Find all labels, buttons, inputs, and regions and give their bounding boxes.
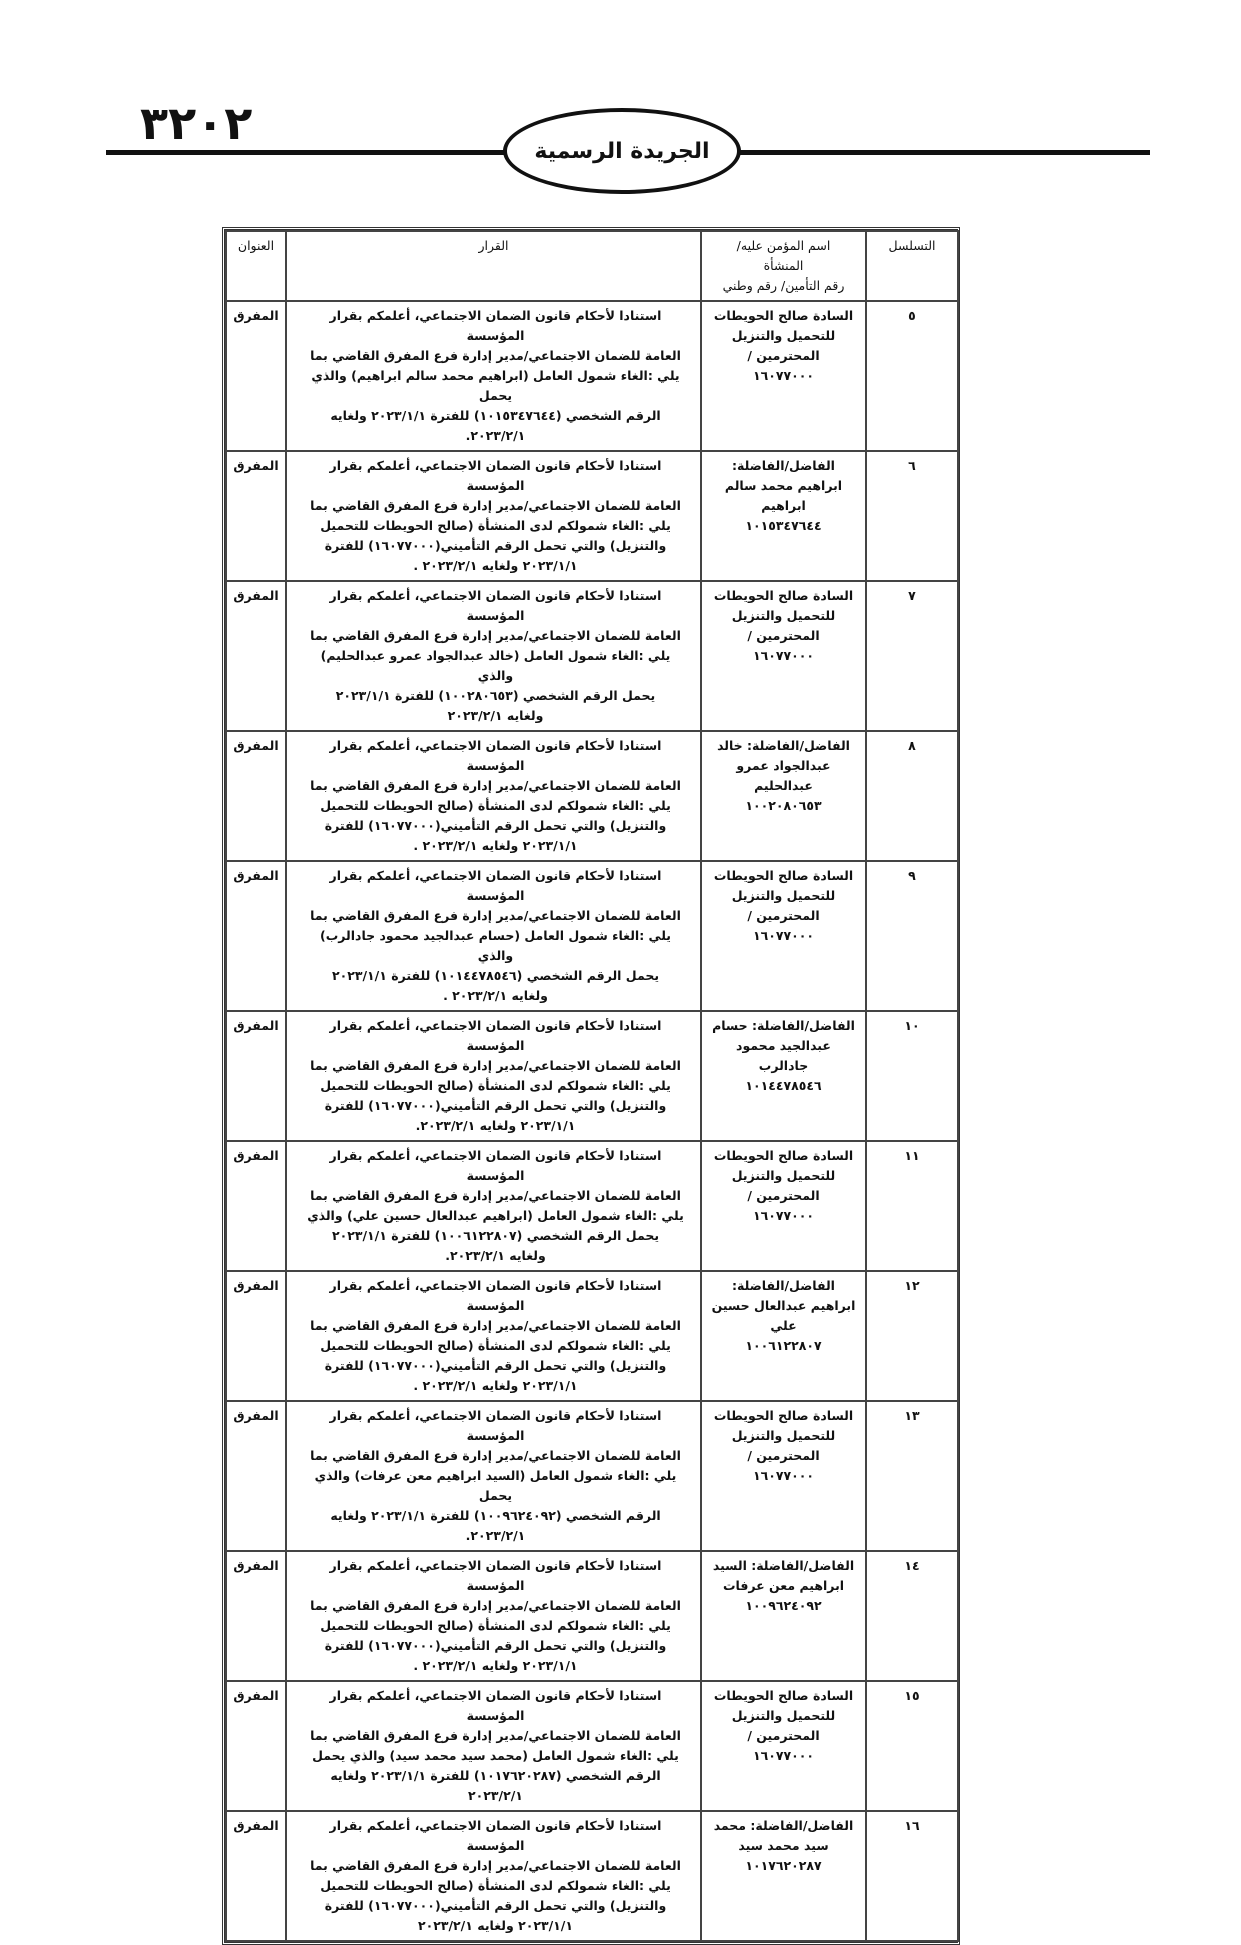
- table-row: [226, 1011, 958, 1141]
- decision-line: يلي :الغاء شمولكم لدى المنشأة (صالح الحويطات للتحميل: [320, 518, 671, 533]
- cell-serial: ٥: [866, 301, 958, 451]
- decision-line: العامة للضمان الاجتماعي/مدير إدارة فرع المفرق القاضي بما: [310, 348, 681, 363]
- name-line: المحترمين /: [747, 628, 820, 643]
- name-line: السادة صالح الحويطات: [713, 868, 854, 883]
- decision-line: يلي :الغاء شمولكم لدى المنشأة (صالح الحويطات للتحميل: [320, 1078, 671, 1093]
- decision-line: ولغايه ٢٠٢٣/٢/١ .: [443, 988, 548, 1003]
- cell-address: المفرق: [226, 301, 286, 451]
- cell-serial: ١٣: [866, 1401, 958, 1551]
- decision-line: يلي :الغاء شمول العامل (خالد عبدالجواد عمرو عبدالحليم) والذي: [320, 648, 671, 683]
- decision-line: يلي :الغاء شمولكم لدى المنشأة (صالح الحويطات للتحميل: [320, 798, 671, 813]
- decision-line: العامة للضمان الاجتماعي/مدير إدارة فرع المفرق القاضي بما: [310, 1598, 681, 1613]
- name-line: ١٦٠٧٧٠٠٠: [752, 928, 815, 943]
- cell-name: [701, 731, 866, 861]
- decision-line: العامة للضمان الاجتماعي/مدير إدارة فرع المفرق القاضي بما: [310, 908, 681, 923]
- name-line: ١٠٠٢٠٨٠٦٥٣: [745, 798, 822, 813]
- cell-decision: [286, 861, 701, 1011]
- cell-name: [701, 1011, 866, 1141]
- name-line: الفاضل/الفاضلة:: [732, 1278, 835, 1293]
- name-line: الفاضل/الفاضلة: محمد: [713, 1818, 854, 1833]
- decision-line: ولغايه ٢٠٢٣/٢/١.: [445, 1248, 546, 1263]
- table-row: [226, 581, 958, 731]
- table-row: [226, 301, 958, 451]
- name-line: المحترمين /: [747, 1728, 820, 1743]
- decision-line: استنادا لأحكام قانون الضمان الاجتماعي، أعلمكم بقرار المؤسسة: [329, 738, 662, 773]
- cell-serial: ١١: [866, 1141, 958, 1271]
- decision-line: استنادا لأحكام قانون الضمان الاجتماعي، أعلمكم بقرار المؤسسة: [329, 1278, 662, 1313]
- decision-line: يلي :الغاء شمولكم لدى المنشأة (صالح الحويطات للتحميل: [320, 1878, 671, 1893]
- decision-line: استنادا لأحكام قانون الضمان الاجتماعي، أعلمكم بقرار المؤسسة: [329, 458, 662, 493]
- decision-line: الرقم الشخصي (١٠١٥٣٤٧٦٤٤) للفترة ٢٠٢٣/١/١ ولغايه: [330, 408, 661, 423]
- masthead-oval: [503, 108, 741, 194]
- name-line: الفاضل/الفاضلة: خالد: [717, 738, 850, 753]
- cell-decision: [286, 1551, 701, 1681]
- name-line: ١٦٠٧٧٠٠٠: [752, 1208, 815, 1223]
- decision-line: ٢٠٢٣/٢/١.: [465, 1528, 526, 1543]
- table-row: [226, 1141, 958, 1271]
- decision-line: يلي :الغاء شمول العامل (السيد ابراهيم معن عرفات) والذي يحمل: [314, 1468, 677, 1503]
- page-number: ٣٢٠٢: [140, 96, 253, 150]
- decision-line: استنادا لأحكام قانون الضمان الاجتماعي، أعلمكم بقرار المؤسسة: [329, 868, 662, 903]
- cell-address: المفرق: [226, 581, 286, 731]
- name-line: السادة صالح الحويطات: [713, 1408, 854, 1423]
- decision-line: الرقم الشخصي (١٠١٧٦٢٠٢٨٧) للفترة ٢٠٢٣/١/١ ولغايه: [330, 1768, 661, 1783]
- decision-line: استنادا لأحكام قانون الضمان الاجتماعي، أعلمكم بقرار المؤسسة: [329, 1408, 662, 1443]
- header-name: [701, 231, 866, 301]
- name-line: ١٦٠٧٧٠٠٠: [752, 1748, 815, 1763]
- decision-line: العامة للضمان الاجتماعي/مدير إدارة فرع المفرق القاضي بما: [310, 628, 681, 643]
- cell-address: المفرق: [226, 861, 286, 1011]
- table-row: [226, 1681, 958, 1811]
- cell-address: المفرق: [226, 731, 286, 861]
- decision-line: العامة للضمان الاجتماعي/مدير إدارة فرع المفرق القاضي بما: [310, 1448, 681, 1463]
- table-row: [226, 451, 958, 581]
- header-address: العنوان: [226, 231, 286, 301]
- decision-line: استنادا لأحكام قانون الضمان الاجتماعي، أعلمكم بقرار المؤسسة: [329, 1148, 662, 1183]
- decision-line: استنادا لأحكام قانون الضمان الاجتماعي، أعلمكم بقرار المؤسسة: [329, 1818, 662, 1853]
- table-row: [226, 1811, 958, 1941]
- name-line: المحترمين /: [747, 1448, 820, 1463]
- cell-name: [701, 1681, 866, 1811]
- name-line: ابراهيم عبدالعال حسين: [711, 1298, 856, 1313]
- cell-decision: [286, 1271, 701, 1401]
- decision-line: والتنزيل) والتي تحمل الرقم التأميني(١٦٠٧٧٠٠٠) للفترة: [324, 818, 667, 833]
- cell-decision: [286, 451, 701, 581]
- cell-name: [701, 861, 866, 1011]
- decisions-table-frame: [222, 227, 960, 1945]
- cell-name: [701, 1141, 866, 1271]
- decision-line: ٢٠٢٣/١/١ ولغايه ٢٠٢٣/٢/١.: [415, 1118, 576, 1133]
- cell-address: المفرق: [226, 1551, 286, 1681]
- name-line: السادة صالح الحويطات: [713, 1688, 854, 1703]
- name-line: ابراهيم محمد سالم: [724, 478, 843, 493]
- decision-line: العامة للضمان الاجتماعي/مدير إدارة فرع المفرق القاضي بما: [310, 1858, 681, 1873]
- name-line: السادة صالح الحويطات: [713, 308, 854, 323]
- name-line: للتحميل والتنزيل: [731, 328, 836, 343]
- cell-decision: [286, 1401, 701, 1551]
- name-line: ابراهيم: [761, 498, 806, 513]
- cell-serial: ٧: [866, 581, 958, 731]
- decision-line: يلي :الغاء شمول العامل (حسام عبدالجيد محمود جادالرب) والذي: [320, 928, 671, 963]
- table-row: [226, 861, 958, 1011]
- name-line: المحترمين /: [747, 348, 820, 363]
- decision-line: ٢٠٢٣/١/١ ولغايه ٢٠٢٣/٢/١ .: [413, 838, 578, 853]
- decision-line: استنادا لأحكام قانون الضمان الاجتماعي، أعلمكم بقرار المؤسسة: [329, 1018, 662, 1053]
- cell-name: [701, 1811, 866, 1941]
- decision-line: يلي :الغاء شمول العامل (محمد سيد محمد سيد) والذي يحمل: [312, 1748, 679, 1763]
- cell-address: المفرق: [226, 1141, 286, 1271]
- name-line: عبدالجيد محمود: [736, 1038, 831, 1053]
- cell-serial: ١٤: [866, 1551, 958, 1681]
- name-line: الفاضل/الفاضلة: السيد: [712, 1558, 855, 1573]
- decision-line: استنادا لأحكام قانون الضمان الاجتماعي، أعلمكم بقرار المؤسسة: [329, 1688, 662, 1723]
- decision-line: يلي :الغاء شمولكم لدى المنشأة (صالح الحويطات للتحميل: [320, 1338, 671, 1353]
- name-line: جادالرب: [758, 1058, 809, 1073]
- name-line: ١٦٠٧٧٠٠٠: [752, 648, 815, 663]
- name-line: ١٦٠٧٧٠٠٠: [752, 368, 815, 383]
- decision-line: يحمل الرقم الشخصي (١٠١٤٤٧٨٥٤٦) للفترة ٢٠٢٣/١/١: [331, 968, 660, 983]
- name-line: للتحميل والتنزيل: [731, 1708, 836, 1723]
- name-line: ١٠٠٩٦٢٤٠٩٢: [745, 1598, 822, 1613]
- cell-address: المفرق: [226, 1681, 286, 1811]
- cell-decision: [286, 731, 701, 861]
- header-name-line: رقم التأمين/ رقم وطني: [722, 278, 845, 293]
- decision-line: يلي :الغاء شمول العامل (ابراهيم محمد سالم ابراهيم) والذي يحمل: [311, 368, 680, 403]
- name-line: للتحميل والتنزيل: [731, 1428, 836, 1443]
- cell-decision: [286, 581, 701, 731]
- cell-decision: [286, 1681, 701, 1811]
- decision-line: ٢٠٢٣/١/١ ولغايه ٢٠٢٣/٢/١ .: [413, 1378, 578, 1393]
- decision-line: ٢٠٢٣/١/١ ولغايه ٢٠٢٣/٢/١ .: [413, 558, 578, 573]
- decision-line: العامة للضمان الاجتماعي/مدير إدارة فرع المفرق القاضي بما: [310, 1318, 681, 1333]
- name-line: عبدالحليم: [754, 778, 813, 793]
- header-serial: التسلسل: [866, 231, 958, 301]
- decision-line: العامة للضمان الاجتماعي/مدير إدارة فرع المفرق القاضي بما: [310, 498, 681, 513]
- name-line: ١٦٠٧٧٠٠٠: [752, 1468, 815, 1483]
- name-line: الفاضل/الفاضلة: حسام: [712, 1018, 855, 1033]
- decision-line: والتنزيل) والتي تحمل الرقم التأميني(١٦٠٧٧٠٠٠) للفترة: [324, 1638, 667, 1653]
- cell-decision: [286, 1811, 701, 1941]
- cell-name: [701, 1401, 866, 1551]
- name-line: السادة صالح الحويطات: [713, 1148, 854, 1163]
- decision-line: ٢٠٢٣/١/١ ولغايه ٢٠٢٣/٢/١: [417, 1918, 574, 1933]
- table-row: [226, 1271, 958, 1401]
- header-name-line: اسم المؤمن عليه/: [736, 238, 831, 253]
- decision-line: والتنزيل) والتي تحمل الرقم التأميني(١٦٠٧٧٠٠٠) للفترة: [324, 1358, 667, 1373]
- table-row: [226, 1401, 958, 1551]
- cell-decision: [286, 1011, 701, 1141]
- cell-serial: ٨: [866, 731, 958, 861]
- table-header-row: [226, 231, 958, 301]
- decision-line: ٢٠٢٣/١/١ ولغايه ٢٠٢٣/٢/١ .: [413, 1658, 578, 1673]
- decision-line: يحمل الرقم الشخصي (١٠٠٢٨٠٦٥٣) للفترة ٢٠٢٣/١/١: [335, 688, 656, 703]
- decision-line: ٢٠٢٣/٢/١.: [465, 428, 526, 443]
- cell-address: المفرق: [226, 1401, 286, 1551]
- name-line: ١٠١٧٦٢٠٢٨٧: [745, 1858, 822, 1873]
- decision-line: العامة للضمان الاجتماعي/مدير إدارة فرع المفرق القاضي بما: [310, 1728, 681, 1743]
- decision-line: استنادا لأحكام قانون الضمان الاجتماعي، أعلمكم بقرار المؤسسة: [329, 308, 662, 343]
- cell-decision: [286, 1141, 701, 1271]
- decision-line: يلي :الغاء شمول العامل (ابراهيم عبدالعال حسين علي) والذي: [307, 1208, 684, 1223]
- cell-serial: ١٦: [866, 1811, 958, 1941]
- name-line: ١٠٠٦١٢٢٨٠٧: [745, 1338, 822, 1353]
- cell-name: [701, 451, 866, 581]
- name-line: للتحميل والتنزيل: [731, 1168, 836, 1183]
- decision-line: الرقم الشخصي (١٠٠٩٦٢٤٠٩٢) للفترة ٢٠٢٣/١/١ ولغايه: [330, 1508, 661, 1523]
- cell-decision: [286, 301, 701, 451]
- decision-line: والتنزيل) والتي تحمل الرقم التأميني(١٦٠٧٧٠٠٠) للفترة: [324, 1898, 667, 1913]
- name-line: المحترمين /: [747, 1188, 820, 1203]
- name-line: عبدالجواد عمرو: [736, 758, 831, 773]
- cell-address: المفرق: [226, 451, 286, 581]
- name-line: ١٠١٤٤٧٨٥٤٦: [745, 1078, 822, 1093]
- name-line: المحترمين /: [747, 908, 820, 923]
- cell-serial: ١٢: [866, 1271, 958, 1401]
- masthead-title: الجريدة الرسمية: [534, 138, 710, 164]
- header-decision: القرار: [286, 231, 701, 301]
- cell-serial: ١٠: [866, 1011, 958, 1141]
- name-line: سيد محمد سيد: [738, 1838, 829, 1853]
- table-row: [226, 1551, 958, 1681]
- decision-line: والتنزيل) والتي تحمل الرقم التأميني(١٦٠٧٧٠٠٠) للفترة: [324, 538, 667, 553]
- table-row: [226, 731, 958, 861]
- cell-name: [701, 581, 866, 731]
- decision-line: العامة للضمان الاجتماعي/مدير إدارة فرع المفرق القاضي بما: [310, 1058, 681, 1073]
- name-line: ابراهيم معن عرفات: [722, 1578, 845, 1593]
- name-line: علي: [770, 1318, 797, 1333]
- decision-line: يلي :الغاء شمولكم لدى المنشأة (صالح الحويطات للتحميل: [320, 1618, 671, 1633]
- header-name-line: المنشأة: [763, 258, 804, 273]
- decision-line: العامة للضمان الاجتماعي/مدير إدارة فرع المفرق القاضي بما: [310, 778, 681, 793]
- cell-address: المفرق: [226, 1811, 286, 1941]
- decisions-table: [225, 230, 959, 1942]
- cell-address: المفرق: [226, 1011, 286, 1141]
- decision-line: استنادا لأحكام قانون الضمان الاجتماعي، أعلمكم بقرار المؤسسة: [329, 1558, 662, 1593]
- decision-line: ولغايه ٢٠٢٣/٢/١: [447, 708, 544, 723]
- decision-line: والتنزيل) والتي تحمل الرقم التأميني(١٦٠٧٧٠٠٠) للفترة: [324, 1098, 667, 1113]
- name-line: الفاضل/الفاضلة:: [732, 458, 835, 473]
- table-body: [226, 301, 958, 1941]
- cell-name: [701, 1271, 866, 1401]
- cell-serial: ٩: [866, 861, 958, 1011]
- cell-name: [701, 301, 866, 451]
- name-line: للتحميل والتنزيل: [731, 608, 836, 623]
- cell-name: [701, 1551, 866, 1681]
- name-line: السادة صالح الحويطات: [713, 588, 854, 603]
- decision-line: ٢٠٢٣/٢/١: [468, 1788, 523, 1803]
- decision-line: العامة للضمان الاجتماعي/مدير إدارة فرع المفرق القاضي بما: [310, 1188, 681, 1203]
- decision-line: يحمل الرقم الشخصي (١٠٠٦١٢٢٨٠٧) للفترة ٢٠٢٣/١/١: [331, 1228, 660, 1243]
- name-line: للتحميل والتنزيل: [731, 888, 836, 903]
- cell-serial: ٦: [866, 451, 958, 581]
- name-line: ١٠١٥٣٤٧٦٤٤: [745, 518, 822, 533]
- cell-serial: ١٥: [866, 1681, 958, 1811]
- cell-address: المفرق: [226, 1271, 286, 1401]
- decision-line: استنادا لأحكام قانون الضمان الاجتماعي، أعلمكم بقرار المؤسسة: [329, 588, 662, 623]
